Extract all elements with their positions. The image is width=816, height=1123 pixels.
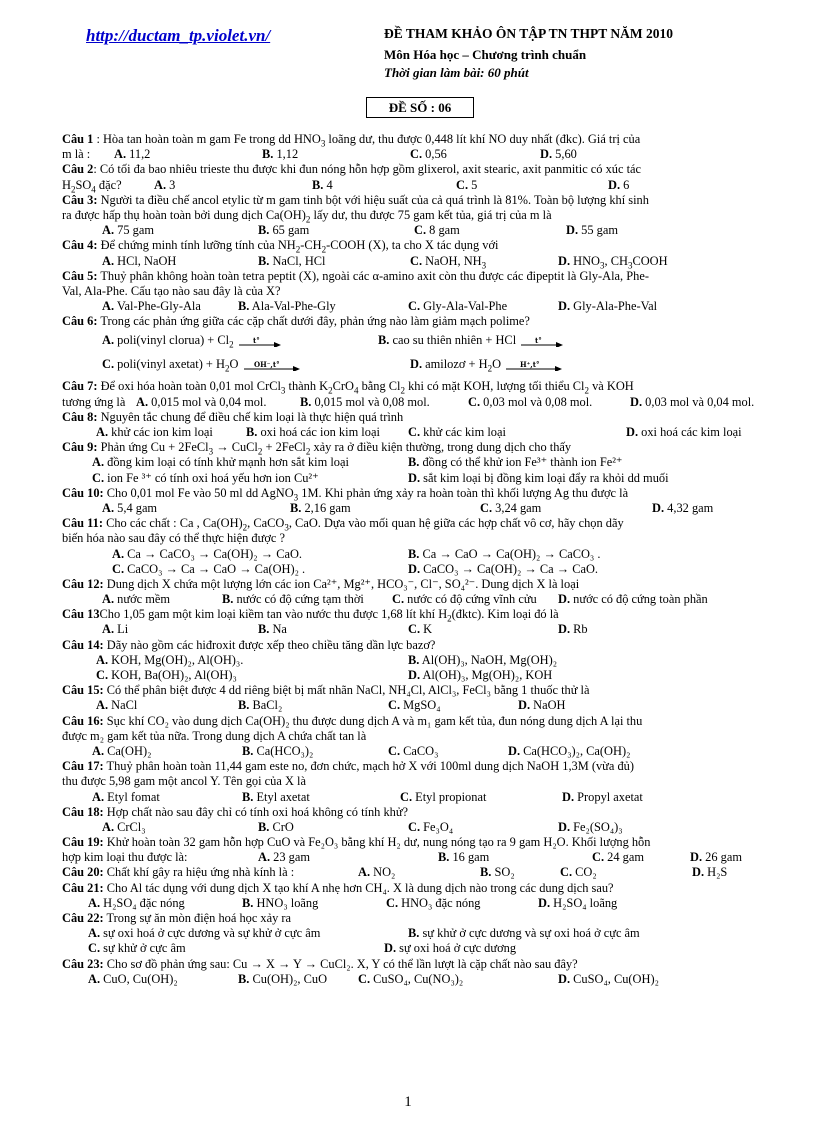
option-c: C. Etyl propionat: [400, 789, 487, 804]
question-label: Câu 16:: [62, 713, 104, 728]
options: [62, 425, 782, 440]
option-b: B. HNO₃ loãng: [242, 895, 319, 910]
question-7: Câu 7: Để oxi hóa hoàn toàn 0,01 mol CrCl$_3$ thành $K_2CrO_4$ bằng $Cl_2$ khi có mặt KOH, lượng tối thiểu $Cl_2$ và KOH: [62, 379, 634, 396]
svg-text:t°: t°: [535, 336, 542, 345]
option-a: A. Li: [102, 622, 129, 637]
option-b: B. CrO: [258, 819, 294, 834]
question-23: Câu 23: Cho sơ đồ phản ứng sau: Cu → X → Y → CuCl₂. X, Y có thể lần lượt là cặp chất nào sau đây?: [62, 956, 578, 971]
option-d: D. 26 gam: [690, 850, 742, 865]
question-text: $H_2SO_4$ đặc?: [62, 177, 122, 195]
options: [62, 333, 782, 355]
option-c: C. khử các kim loại: [408, 425, 506, 439]
option-c: C. CO₂: [560, 865, 597, 880]
options: [62, 668, 782, 683]
option-a: A. 23 gam: [258, 850, 310, 865]
option-d: D. 6: [608, 177, 630, 192]
site-url-link[interactable]: http://ductam_tp.violet.vn/: [86, 26, 271, 45]
question-8: Câu 8: Nguyên tắc chung để điều chế kim loại là thực hiện quá trình: [62, 409, 404, 424]
arrow-label: OH⁻,t°: [253, 360, 280, 369]
options: [62, 622, 782, 637]
option-c: C. ion Fe ³⁺ có tính oxi hoá yếu hơn ion Cu²⁺: [92, 470, 319, 485]
option-d: D. Rb: [558, 622, 588, 637]
option-a: A. khử các ion kim loại: [96, 425, 213, 439]
option-b: B. 65 gam: [258, 223, 310, 238]
option-a: A. poli(vinyl clorua) + $Cl_2$ t°: [102, 333, 283, 353]
option-a: A. CuO, Cu(OH)₂: [88, 971, 178, 986]
question-label: Câu 22:: [62, 911, 104, 925]
options: [62, 147, 782, 162]
option-c: C. CuSO₄, Cu(NO₃)₂: [358, 971, 464, 986]
option-c: C. NaOH, $NH_3$: [410, 253, 487, 270]
question-label: Câu 19:: [62, 835, 104, 850]
question-9: Câu 9: Phản ứng Cu + 2FeCl$_3$ → CuCl$_2$ + 2FeCl$_2$ xảy ra ở điều kiện thường, trong dung dịch cho thấy: [62, 440, 572, 457]
options: tương ứng là A. 0,015 mol và 0,04 mol. B. 0,015 mol và 0,08 mol. C. 0,03 mol và 0,08 mol. D. 0,03 mol và 0,04 mol.: [62, 394, 755, 409]
question-2: [62, 162, 782, 177]
options: [62, 254, 782, 269]
option-d: D. sắt kim loại bị đồng kim loại đẩy ra khỏi dd muối: [408, 470, 669, 485]
question-3: [62, 193, 782, 208]
option-d: D. Ca(HCO₃)₂, Ca(OH)₂: [508, 743, 631, 758]
option-c: C. CaCO₃ → Ca → CaO → Ca(OH)₂ .: [112, 561, 306, 576]
question-11: Câu 11: Cho các chất : Ca , $Ca(OH)_2$, CaCO$_3$, CaO. Dựa vào mối quan hệ giữa các hợp chất vô cơ, hãy chọn dãy: [62, 516, 624, 533]
question-text: m là :: [62, 147, 91, 162]
option-d: D. nước có độ cứng toàn phần: [558, 592, 708, 607]
options: hợp kim loại thu được là: A. 23 gam B. 16 gam C. 24 gam D. 26 gam: [62, 850, 742, 865]
options: [62, 471, 782, 486]
option-c: C. sự khử ở cực âm: [88, 941, 186, 956]
option-c: C. HNO₃ đặc nóng: [386, 895, 481, 910]
option-a: A. Ca → CaCO₃ → Ca(OH)₂ → CaO.: [112, 546, 303, 561]
option-b: B. 16 gam: [438, 850, 490, 865]
question-label: Câu 4:: [62, 238, 98, 253]
option-a: A. 75 gam: [102, 223, 154, 238]
options: [62, 896, 782, 911]
option-a: A. nước mềm: [102, 592, 170, 607]
option-b: B. đồng có thể khử ion Fe³⁺ thành ion Fe²⁺: [408, 455, 623, 470]
option-d: D. oxi hoá các kim loại: [626, 425, 742, 439]
option-c: C. poli(vinyl axetat) + $H_2O$ OH⁻,t°: [102, 357, 302, 377]
option-d: D. 4,32 gam: [652, 500, 714, 515]
options: [62, 972, 782, 987]
question-label: Câu 1: [62, 132, 94, 146]
question-label: Câu 7:: [62, 379, 98, 394]
option-b: B. NaCl, HCl: [258, 253, 326, 268]
options: [62, 223, 782, 238]
option-d: D. Gly-Ala-Phe-Val: [558, 299, 658, 314]
option-b: B. nước có độ cứng tạm thời: [222, 592, 364, 607]
options: [62, 501, 782, 516]
options: [62, 547, 782, 562]
option-c: C. Fe₃O₄: [408, 819, 454, 834]
options: [62, 926, 782, 941]
arrow-icon: [521, 337, 563, 347]
question-text: : Có tối đa bao nhiêu trieste thu được khi đun nóng hỗn hợp gồm glixerol, axit stearic, axit panmitic có xúc tác: [93, 162, 642, 177]
question-label: Câu 5:: [62, 268, 98, 283]
option-d: D. Al(OH)₃, Mg(OH)₂, KOH: [408, 668, 553, 682]
option-d: D. amilozơ + $H_2O$ H⁺,t°: [410, 357, 564, 377]
option-a: A. 0,015 mol và 0,04 mol.: [136, 394, 267, 409]
options: [62, 562, 782, 577]
exam-number-box: ĐỀ SỐ : 06: [366, 97, 474, 118]
question-label: Câu 3:: [62, 192, 98, 207]
option-d: D. CuSO₄, Cu(OH)₂: [558, 971, 659, 986]
options: [62, 299, 782, 314]
question-12: Câu 12: Dung dịch X chứa một lượng lớn các ion Ca²⁺, Mg²⁺, HCO₃⁻, Cl⁻, SO₄²⁻. Dung dịch X là loại: [62, 576, 580, 591]
svg-text:t°: t°: [252, 336, 260, 345]
option-b: B. Ca(HCO₃)₂: [242, 743, 314, 758]
option-a: A. 3: [154, 177, 176, 192]
options: [62, 592, 782, 607]
question-1: [62, 132, 782, 147]
subscript: 3: [320, 138, 326, 149]
option-a: A. CrCl₃: [102, 819, 146, 834]
option-b: B. 0,015 mol và 0,08 mol.: [300, 394, 430, 409]
page-number: 1: [404, 1094, 412, 1110]
option-c: C. 0,03 mol và 0,08 mol.: [468, 394, 593, 409]
option-a: A. Ca(OH)₂: [92, 743, 152, 758]
options: [62, 820, 782, 835]
option-b: B. cao su thiên nhiên + HCl t°: [378, 333, 565, 348]
option-b: B. 4: [312, 177, 333, 192]
question-text: loãng dư, thu được 0,448 lít khí NO duy nhất (đkc). Giá trị của: [328, 132, 641, 146]
options: [62, 178, 782, 193]
question-label: Câu 23:: [62, 956, 104, 971]
options: [62, 698, 782, 713]
question-label: Câu 11:: [62, 516, 103, 531]
option-d: D. H₂S: [692, 865, 728, 880]
option-d: D. 0,03 mol và 0,04 mol.: [630, 394, 755, 409]
question-16: Câu 16: Sục khí CO₂ vào dung dịch Ca(OH)₂ thu được dung dịch A và m₁ gam kết tủa, đun nóng dung dịch A lại thu: [62, 713, 643, 728]
question-16-cont: được m₂ gam kết tủa nữa. Trong dung dịch A chứa chất tan là: [62, 728, 367, 743]
question-label: Câu 12:: [62, 576, 104, 591]
option-d: D. 5,60: [540, 147, 577, 162]
option-b: B. Na: [258, 622, 287, 637]
question-15: Câu 15: Có thể phân biệt được 4 dd riêng biệt bị mất nhãn NaCl, NH₄Cl, AlCl₃, FeCl₃ bằng 1 thuốc thử là: [62, 683, 590, 698]
option-b: B. Ca → CaO → Ca(OH)₂ → CaCO₃ .: [408, 546, 601, 561]
question-17: Câu 17: Thuỷ phân hoàn toàn 11,44 gam este no, đơn chức, mạch hở X với 100ml dung dịch NaOH 1,3M (vừa đủ): [62, 759, 634, 774]
question-label: Câu 18:: [62, 804, 104, 819]
options: [62, 455, 782, 470]
option-a: A. NO₂: [358, 865, 396, 880]
question-label: Câu 15:: [62, 683, 104, 698]
option-b: B. Ala-Val-Phe-Gly: [238, 299, 336, 314]
options: [62, 941, 782, 956]
question-label: Câu 14:: [62, 637, 104, 652]
option-c: C. CaCO₃: [388, 743, 439, 758]
option-d: D. NaOH: [518, 698, 566, 713]
option-a: A. 11,2: [114, 147, 151, 162]
question-label: Câu 10:: [62, 485, 104, 500]
questions: [62, 132, 782, 987]
option-a: A. HCl, NaOH: [102, 253, 177, 268]
question-label: Câu 13: [62, 607, 100, 622]
exam-subject: Môn Hóa học – Chương trình chuẩn: [384, 47, 587, 62]
option-b: B. Cu(OH)₂, CuO: [238, 971, 328, 986]
option-b: B. oxi hoá các ion kim loại: [246, 425, 380, 439]
question-text: : Hòa tan hoàn toàn m gam Fe trong dd HNO: [96, 132, 321, 146]
option-d: D. sự oxi hoá ở cực dương: [384, 941, 517, 956]
option-b: B. BaCl₂: [238, 698, 283, 713]
option-c: C. 5: [456, 177, 478, 192]
options: [62, 357, 782, 379]
question-11-cont: biến hóa nào sau đây có thể thực hiện được ?: [62, 531, 285, 546]
option-c: C. 8 gam: [414, 223, 460, 238]
option-d: D. $HNO_3$, $CH_3COOH$: [558, 253, 668, 270]
arrow-label: H⁺,t°: [520, 360, 540, 369]
option-a: A. Val-Phe-Gly-Ala: [102, 299, 201, 314]
exam-time: Thời gian làm bài: 60 phút: [384, 65, 529, 80]
question-label: Câu 8:: [62, 409, 98, 424]
question-18: Câu 18: Hợp chất nào sau đây chỉ có tính oxi hoá không có tính khử?: [62, 804, 409, 819]
option-c: C. MgSO₄: [388, 698, 441, 713]
question-22: Câu 22: Trong sự ăn mòn điện hoá học xảy ra: [62, 911, 292, 925]
question-label: Câu 9:: [62, 440, 98, 455]
option-c: C. 24 gam: [592, 850, 644, 865]
question-5-cont: Val, Ala-Phe. Cấu tạo nào sau đây là của X?: [62, 283, 281, 298]
option-a: A. H₂SO₄ đặc nóng: [88, 895, 185, 910]
arrow-icon: [244, 361, 300, 371]
option-d: D. CaCO₃ → Ca(OH)₂ → Ca → CaO.: [408, 561, 599, 576]
option-b: B. SO₂: [480, 865, 515, 880]
option-b: B. Al(OH)₃, NaOH, Mg(OH)₂: [408, 652, 558, 667]
option-b: B. 2,16 gam: [290, 500, 351, 515]
options: [62, 790, 782, 805]
question-label: Câu 6:: [62, 314, 98, 329]
question-13: Câu 13Cho 1,05 gam một kim loại kiềm tan vào nước thu được 1,68 lít khí $H_2(đktc)$. Kim loại đó là: [62, 607, 559, 624]
question-label: Câu 17:: [62, 759, 104, 774]
question-label: Câu 20:: [62, 865, 104, 880]
arrow-icon: [239, 337, 281, 347]
question-5: Câu 5: Thuỷ phân không hoàn toàn tetra peptit (X), ngoài các α-amino axit còn thu được các đipeptit là Gly-Ala, Phe-: [62, 268, 649, 283]
exam-title: ĐỀ THAM KHẢO ÔN TẬP TN THPT NĂM 2010: [384, 26, 674, 41]
option-d: D. Fe₂(SO₄)₃: [558, 819, 623, 834]
option-d: D. Propyl axetat: [562, 789, 643, 804]
option-c: C. 3,24 gam: [480, 500, 542, 515]
option-c: C. Gly-Ala-Val-Phe: [408, 299, 508, 314]
question-21: Câu 21: Cho Al tác dụng với dung dịch X tạo khí A nhẹ hơn CH₄. X là dung dịch nào trong các dung dịch sau?: [62, 880, 614, 895]
options: [62, 744, 782, 759]
option-c: C. KOH, Ba(OH)₂, Al(OH)₃: [96, 668, 237, 682]
option-d: D. H₂SO₄ loãng: [538, 895, 618, 910]
option-b: B. Etyl axetat: [242, 789, 310, 804]
option-a: A. NaCl: [96, 698, 138, 713]
question-14: Câu 14: Dãy nào gồm các hiđroxit được xếp theo chiều tăng dần lực bazơ?: [62, 637, 436, 652]
question-text: Người ta điều chế ancol etylic từ m gam tinh bột với hiệu suất của cả quá trình là 81%. Toàn bộ lượng khí sinh: [100, 192, 649, 207]
question-6: Câu 6: Trong các phản ứng giữa các cặp chất dưới đây, phản ứng nào làm giảm mạch polime?: [62, 314, 530, 329]
arrow-icon: [506, 361, 562, 371]
question-4: Câu 4: Để chứng minh tính lưỡng tính của $NH_2-CH_2$-COOH (X), ta cho X tác dụng với: [62, 238, 499, 255]
question-20: Câu 20: Chất khí gây ra hiệu ứng nhà kính là : A. NO₂ B. SO₂ C. CO₂ D. H₂S: [62, 865, 728, 880]
question-17-cont: thu được 5,98 gam một ancol Y. Tên gọi của X là: [62, 774, 306, 789]
option-c: C. K: [408, 622, 433, 637]
question-10: Câu 10: Cho 0,01 mol Fe vào 50 ml dd AgNO$_3$ 1M. Khi phản ứng xảy ra hoàn toàn thì khối lượng Ag thu được là: [62, 485, 629, 503]
option-a: A. 5,4 gam: [102, 500, 158, 515]
option-d: D. 55 gam: [566, 223, 618, 238]
option-a: A. đồng kim loại có tính khử mạnh hơn sắt kim loại: [92, 455, 349, 470]
question-19: Câu 19: Khử hoàn toàn 32 gam hỗn hợp CuO và Fe₂O₃ bằng khí H₂ dư, nung nóng tạo ra 9 gam H₂O. Khối lượng hỗn: [62, 835, 651, 850]
options: [62, 653, 782, 668]
question-label: Câu 2: [62, 162, 94, 177]
option-a: A. KOH, Mg(OH)₂, Al(OH)₃.: [96, 652, 244, 667]
option-c: C. nước có độ cứng vĩnh cửu: [392, 592, 537, 607]
option-a: A. Etyl fomat: [92, 789, 160, 804]
option-b: B. 1,12: [262, 147, 299, 162]
option-c: C. 0,56: [410, 147, 447, 162]
question-3-cont: ra được hấp thụ hoàn toàn bởi dung dịch $Ca(OH)_2$ lấy dư, thu được 75 gam kết tủa, giá trị của m là: [62, 207, 552, 225]
question-label: Câu 21:: [62, 880, 104, 895]
option-a: A. sự oxi hoá ở cực dương và sự khử ở cực âm: [88, 926, 321, 941]
option-b: B. sự khử ở cực dương và sự oxi hoá ở cực âm: [408, 926, 640, 941]
